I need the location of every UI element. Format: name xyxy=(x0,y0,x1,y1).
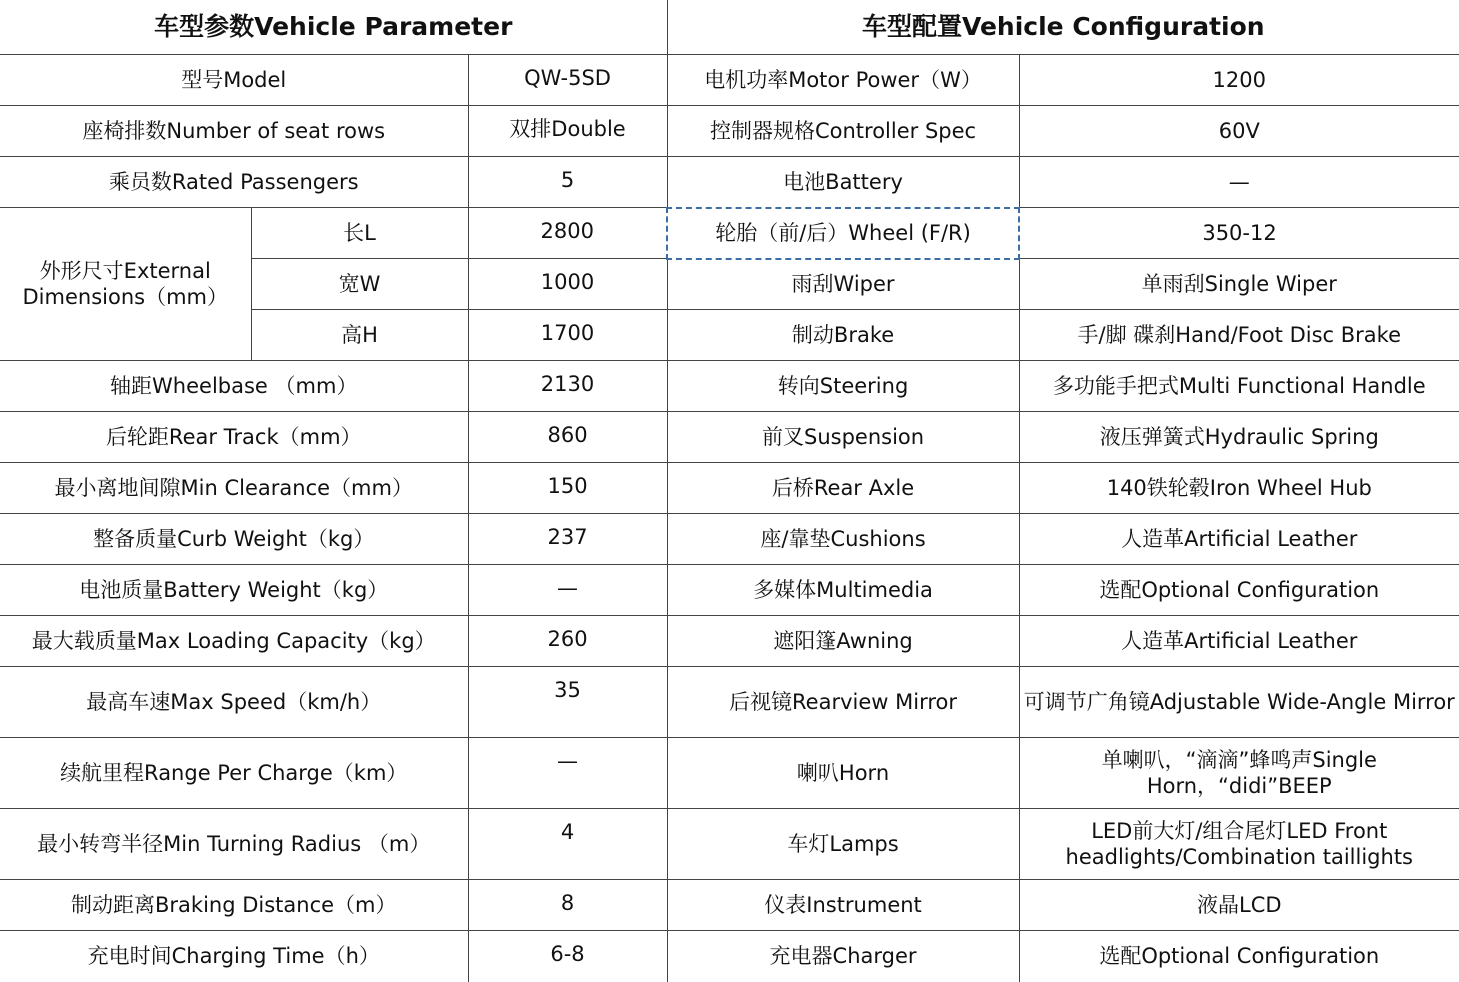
table-row xyxy=(0,931,1459,982)
param-label: 最小转弯半径Min Turning Radius （m） xyxy=(0,809,468,880)
param-label: 续航里程Range Per Charge（km） xyxy=(0,738,468,809)
param-value: 8 xyxy=(468,880,667,931)
height-value: 1700 xyxy=(468,310,667,361)
param-value: QW-5SD xyxy=(468,55,667,106)
config-label: 电池Battery xyxy=(667,157,1019,208)
config-value: 选配Optional Configuration xyxy=(1019,931,1459,982)
param-value: — xyxy=(468,738,667,809)
config-label: 转向Steering xyxy=(667,361,1019,412)
param-label: 整备质量Curb Weight（kg） xyxy=(0,514,468,565)
param-value: 双排Double xyxy=(468,106,667,157)
config-value: 人造革Artificial Leather xyxy=(1019,514,1459,565)
param-value: 4 xyxy=(468,809,667,880)
config-label: 喇叭Horn xyxy=(667,738,1019,809)
config-value: 手/脚 碟刹Hand/Foot Disc Brake xyxy=(1019,310,1459,361)
config-value: 60V xyxy=(1019,106,1459,157)
param-value: 260 xyxy=(468,616,667,667)
config-label: 电机功率Motor Power（W） xyxy=(667,55,1019,106)
config-value: 液晶LCD xyxy=(1019,880,1459,931)
config-label: 轮胎（前/后）Wheel (F/R) xyxy=(667,208,1019,259)
config-label: 多媒体Multimedia xyxy=(667,565,1019,616)
param-label: 座椅排数Number of seat rows xyxy=(0,106,468,157)
table-row xyxy=(0,361,1459,412)
table-row xyxy=(0,809,1459,880)
param-value: 6-8 xyxy=(468,931,667,982)
param-label: 电池质量Battery Weight（kg） xyxy=(0,565,468,616)
param-label: 最高车速Max Speed（km/h） xyxy=(0,667,468,738)
param-value: 860 xyxy=(468,412,667,463)
table-row xyxy=(0,412,1459,463)
param-label: 乘员数Rated Passengers xyxy=(0,157,468,208)
param-value: — xyxy=(468,565,667,616)
param-value: 150 xyxy=(468,463,667,514)
table-row xyxy=(0,667,1459,738)
length-value: 2800 xyxy=(468,208,667,259)
config-label: 仪表Instrument xyxy=(667,880,1019,931)
config-label: 充电器Charger xyxy=(667,931,1019,982)
config-label: 遮阳篷Awning xyxy=(667,616,1019,667)
param-value: 5 xyxy=(468,157,667,208)
table-row xyxy=(0,738,1459,809)
param-label: 制动距离Braking Distance（m） xyxy=(0,880,468,931)
config-value: — xyxy=(1019,157,1459,208)
table-row xyxy=(0,514,1459,565)
config-value: 单雨刮Single Wiper xyxy=(1019,259,1459,310)
config-label: 控制器规格Controller Spec xyxy=(667,106,1019,157)
config-label: 雨刮Wiper xyxy=(667,259,1019,310)
config-value: 单喇叭，“滴滴”蜂鸣声Single Horn，“didi”BEEP xyxy=(1019,738,1459,809)
config-header: 车型配置Vehicle Configuration xyxy=(667,0,1459,55)
config-label: 后桥Rear Axle xyxy=(667,463,1019,514)
config-value: 350-12 xyxy=(1019,208,1459,259)
config-label: 制动Brake xyxy=(667,310,1019,361)
dimensions-label: 外形尺寸External Dimensions（mm） xyxy=(0,208,251,361)
table-row xyxy=(0,880,1459,931)
param-label: 型号Model xyxy=(0,55,468,106)
table-row xyxy=(0,55,1459,106)
param-value: 2130 xyxy=(468,361,667,412)
table-row xyxy=(0,616,1459,667)
config-label: 后视镜Rearview Mirror xyxy=(667,667,1019,738)
param-label: 最小离地间隙Min Clearance（mm） xyxy=(0,463,468,514)
table-row xyxy=(0,208,1459,259)
param-label: 轴距Wheelbase （mm） xyxy=(0,361,468,412)
config-value: 140铁轮毂Iron Wheel Hub xyxy=(1019,463,1459,514)
config-value: 1200 xyxy=(1019,55,1459,106)
param-label: 最大载质量Max Loading Capacity（kg） xyxy=(0,616,468,667)
width-label: 宽W xyxy=(251,259,468,310)
config-value: LED前大灯/组合尾灯LED Front headlights/Combination taillights xyxy=(1019,809,1459,880)
width-value: 1000 xyxy=(468,259,667,310)
param-label: 充电时间Charging Time（h） xyxy=(0,931,468,982)
table-row xyxy=(0,463,1459,514)
param-label: 后轮距Rear Track（mm） xyxy=(0,412,468,463)
config-value: 液压弹簧式Hydraulic Spring xyxy=(1019,412,1459,463)
params-header: 车型参数Vehicle Parameter xyxy=(0,0,667,55)
param-value: 35 xyxy=(468,667,667,738)
length-label: 长L xyxy=(251,208,468,259)
table-row xyxy=(0,565,1459,616)
height-label: 高H xyxy=(251,310,468,361)
config-value: 人造革Artificial Leather xyxy=(1019,616,1459,667)
config-label: 车灯Lamps xyxy=(667,809,1019,880)
config-label: 座/靠垫Cushions xyxy=(667,514,1019,565)
config-label: 前叉Suspension xyxy=(667,412,1019,463)
table-row xyxy=(0,157,1459,208)
config-value: 可调节广角镜Adjustable Wide-Angle Mirror xyxy=(1019,667,1459,738)
config-value: 选配Optional Configuration xyxy=(1019,565,1459,616)
config-value: 多功能手把式Multi Functional Handle xyxy=(1019,361,1459,412)
table-row xyxy=(0,106,1459,157)
param-value: 237 xyxy=(468,514,667,565)
